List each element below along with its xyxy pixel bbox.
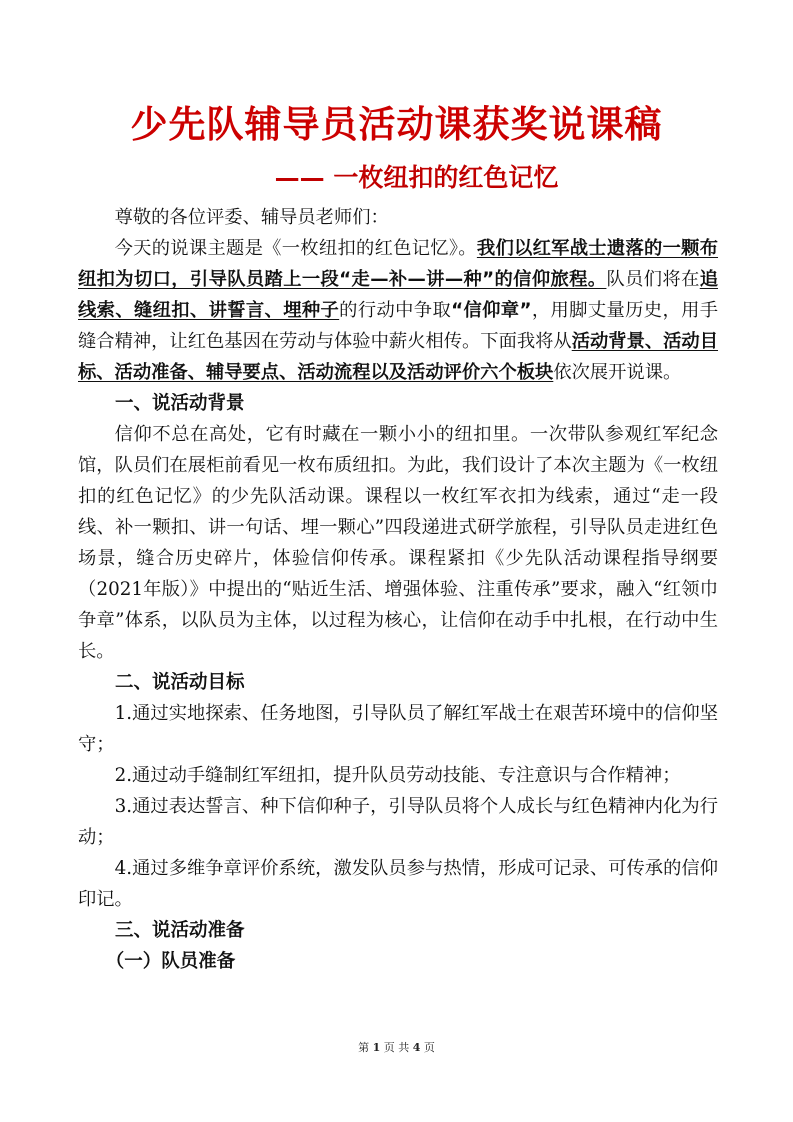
goal-item-1: 1.通过实地探索、任务地图，引导队员了解红军战士在艰苦环境中的信仰坚守； (78, 703, 718, 755)
footer-prefix: 第 (358, 1041, 373, 1054)
footer-total-pages: 4 (412, 1041, 421, 1054)
greeting: 尊敬的各位评委、辅导员老师们： (114, 207, 389, 228)
intro-text-2-emphasis: 我们以红军战士遗落的一颗布纽扣为切口，引导队员踏上一段“走—补—讲—种”的信仰旅程。 (78, 238, 719, 290)
intro-text-4-emphasis: 追线索、缝纽扣、讲誓言、埋种子 (78, 269, 719, 321)
page-footer (0, 1040, 793, 1056)
intro-text-9: 依次展开说课。 (553, 362, 682, 383)
intro-text-3: 队员们将在 (606, 269, 700, 290)
section-heading-preparation: 三、说活动准备 (115, 920, 245, 941)
document-body (78, 202, 718, 977)
document-subtitle: —— 一枚纽扣的红色记忆 (274, 163, 559, 192)
intro-text-7: ，用脚丈量历史，用手缝合精神，让红色基因在劳动与体验中薪火相传。下面我将从 (78, 300, 719, 352)
intro-text-8-emphasis: 活动背景、活动目标、活动准备、辅导要点、活动流程以及活动评价六个板块 (78, 331, 719, 383)
goal-item-2: 2.通过动手缝制红军纽扣，提升队员劳动技能、专注意识与合作精神； (114, 765, 681, 786)
goal-item-3: 3.通过表达誓言、种下信仰种子，引导队员将个人成长与红色精神内化为行动； (78, 796, 718, 848)
footer-page-number: 1 (372, 1041, 381, 1054)
section-heading-background: 一、说活动背景 (115, 393, 245, 414)
footer-suffix: 页 (420, 1041, 435, 1054)
footer-middle: 页 共 (380, 1041, 413, 1054)
section-background-text: 信仰不总在高处，它有时藏在一颗小小的纽扣里。一次带队参观红军纪念馆，队员们在展柜前看见一枚布质纽扣。为此，我们设计了本次主题为《一枚纽扣的红色记忆》的少先队活动课。课程以一枚红军衣扣为线索，通过“走一段线、补一颗扣、讲一句话、埋一颗心”四段递进式研学旅程，引导队员走进红色场景，缝合历史碎片，体验信仰传承。课程紧扣《少先队活动课程指导纲要（2021年版）》中提出的“贴近生活、增强体验、注重传承”要求，融入“红领巾争章”体系，以队员为主体，以过程为核心，让信仰在动手中扎根，在行动中生长。 (78, 424, 718, 662)
document-title: 少先队辅导员活动课获奖说课稿 (130, 103, 663, 146)
intro-paragraph (78, 233, 718, 388)
section-heading-goals: 二、说活动目标 (115, 672, 245, 693)
intro-text-5: 的行动中争取 (339, 300, 452, 321)
intro-text-1: 今天的说课主题是《一枚纽扣的红色记忆》。 (114, 238, 477, 259)
subsection-heading-member-preparation: （一）队员准备 (105, 951, 236, 972)
goal-item-4: 4.通过多维争章评价系统，激发队员参与热情，形成可记录、可传承的信仰印记。 (78, 858, 718, 910)
intro-text-6-badge: “信仰章” (451, 300, 532, 321)
